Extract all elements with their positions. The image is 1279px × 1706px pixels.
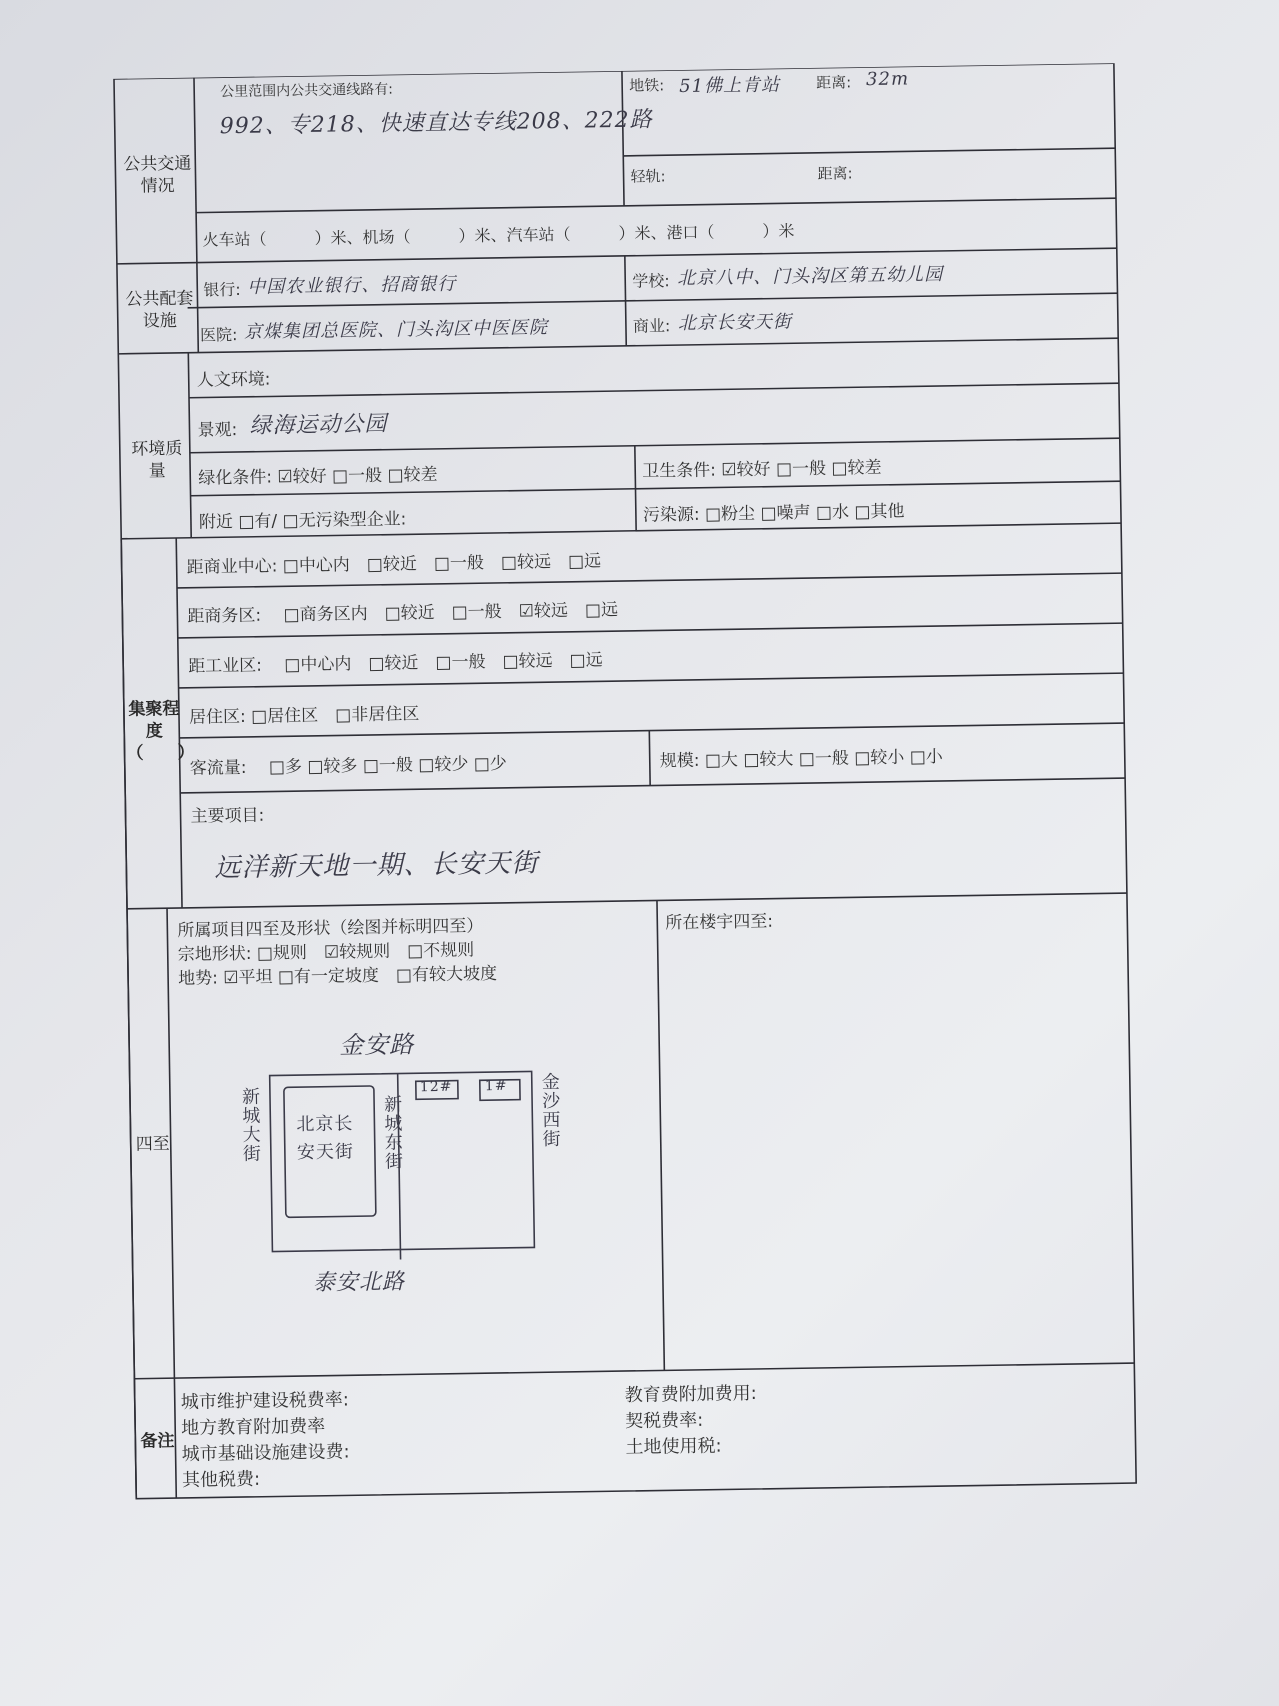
deed-tax-rate: 契税费率: (624, 1409, 704, 1433)
sketch-east-road: 金沙西街 (538, 1072, 561, 1149)
pollution-source-options: 污染源: □粉尘 □噪声 □水 □其他 (642, 501, 905, 526)
hospital-value: 京煤集团总医院、门头沟区中医医院 (243, 317, 549, 343)
hygiene-options: 卫生条件: ☑较好 □一般 □较差 (642, 457, 882, 482)
light-rail-distance-label: 距离: (817, 164, 853, 183)
local-education-surcharge: 地方教育附加费率 (181, 1415, 326, 1440)
section-agglomeration-paren: （ ） (126, 742, 195, 764)
subway-label: 地铁: (629, 76, 665, 95)
terrain-options: 地势: ☑平坦 □有一定坡度 □有较大坡度 (177, 963, 498, 990)
transport-lines-label: 公里范围内公共交通线路有: (220, 81, 394, 101)
main-projects-label: 主要项目: (190, 805, 265, 827)
education-fee: 教育费附加费用: (624, 1382, 757, 1407)
section-facilities: 公共配套设施 (125, 288, 194, 332)
subway-value: 51佛上肯站 (679, 74, 781, 98)
survey-form (44, 62, 1238, 1615)
building-boundaries-label: 所在楼宇四至: (665, 911, 774, 934)
section-agglomeration (126, 698, 195, 765)
hospital-label: 医院: (199, 324, 238, 345)
sketch-west-road: 新城大街 (238, 1086, 262, 1164)
humanity-label: 人文环境: (196, 369, 271, 391)
commerce-label: 商业: (632, 316, 671, 336)
project-boundaries-title: 所属项目四至及形状（绘图并标明四至） (177, 916, 484, 942)
landscape-label: 景观: (197, 420, 238, 441)
scale-options: 规模: □大 □较大 □一般 □较小 □小 (659, 746, 943, 772)
other-taxes: 其他税费: (181, 1468, 261, 1492)
distance-business-district: 距商务区: □商务区内 □较近 □一般 ☑较远 □远 (187, 600, 619, 627)
residential-options: 居住区: □居住区 □非居住区 (188, 704, 420, 728)
sketch-north-road: 金安路 (338, 1030, 415, 1060)
sketch-south-road: 泰安北路 (312, 1269, 406, 1296)
school-label: 学校: (632, 271, 670, 291)
traffic-options: 客流量: □多 □较多 □一般 □较少 □少 (189, 753, 508, 779)
sketch-middle-road: 新城东街 (380, 1094, 404, 1171)
section-remarks: 备注 (140, 1431, 175, 1452)
bank-value: 中国农业银行、招商银行 (247, 273, 457, 298)
bank-label: 银行: (203, 279, 241, 300)
transport-lines-value: 992、专218、快速直达专线208、222路 (219, 107, 653, 140)
landscape-value: 绿海运动公园 (249, 411, 388, 439)
sketch-box1-label: 12# (419, 1078, 453, 1096)
light-rail-label: 轻轨: (630, 167, 666, 186)
section-boundaries: 四至 (135, 1134, 170, 1155)
section-agglomeration-title: 集聚程度 (128, 698, 180, 742)
distance-industrial-zone: 距工业区: □中心内 □较近 □一般 □较远 □远 (188, 650, 603, 677)
subway-distance-label: 距离: (815, 73, 852, 92)
greening-options: 绿化条件: ☑较好 □一般 □较差 (198, 464, 438, 489)
distance-commercial-center: 距商业中心: □中心内 □较近 □一般 □较远 □远 (186, 551, 602, 578)
commerce-value: 北京长安天街 (677, 311, 793, 335)
sketch-box2-label: 1# (484, 1077, 508, 1095)
site-sketch (239, 1057, 572, 1272)
infrastructure-fee: 城市基础设施建设费: (181, 1441, 350, 1466)
land-use-tax: 土地使用税: (625, 1435, 722, 1459)
school-value: 北京八中、门头沟区第五幼儿园 (677, 263, 944, 290)
main-projects-value: 远洋新天地一期、长安天街 (214, 848, 539, 884)
subway-distance: 32m (865, 68, 910, 91)
nearby-pollution-enterprise: 附近 □有/ □无污染型企业: (198, 509, 407, 533)
urban-maintenance-tax: 城市维护建设税费率: (180, 1389, 350, 1414)
stations-line: 火车站（ ）米、机场（ ）米、汽车站（ ）米、港口（ ）米 (202, 221, 795, 250)
land-shape-options: 宗地形状: □规则 ☑较规则 □不规则 (177, 940, 475, 966)
section-transport: 公共交通情况 (123, 153, 192, 197)
section-environment: 环境质量 (131, 438, 183, 482)
sketch-block-left-label: 北京长安天街 (296, 1113, 355, 1164)
